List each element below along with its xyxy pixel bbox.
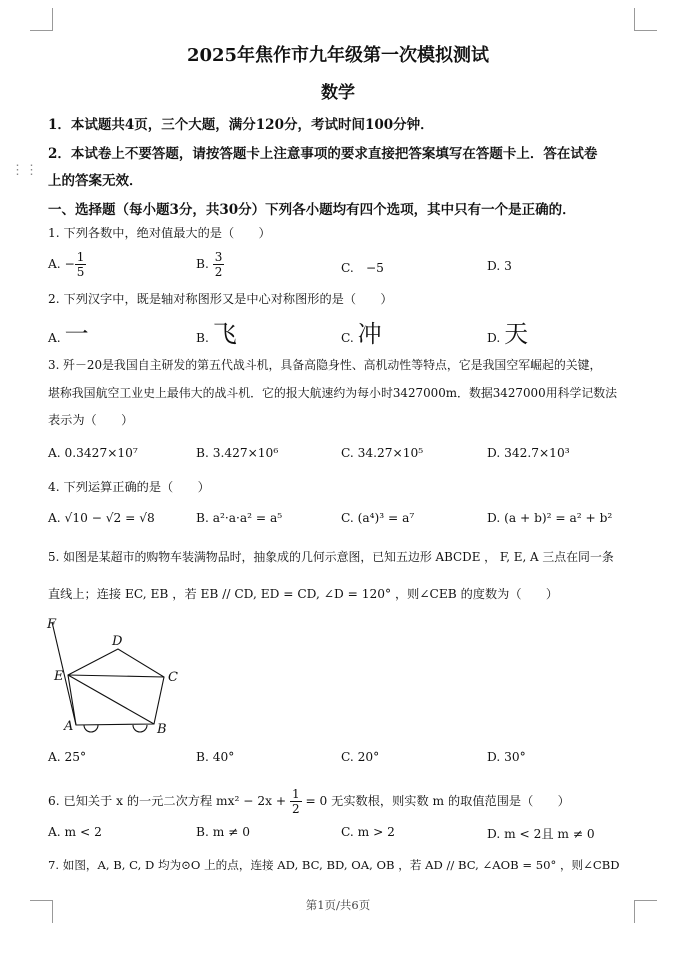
question-5-option-b[interactable]: B. 40° (196, 750, 235, 764)
question-4-option-c[interactable]: C. (a⁴)³ = a⁷ (341, 511, 415, 525)
question-4-option-a[interactable]: A. √10 − √2 = √8 (48, 511, 155, 525)
segment-eb (68, 675, 154, 724)
right-wheel (133, 725, 147, 732)
question-3-option-a[interactable]: A. 0.3427×10⁷ (48, 446, 138, 460)
question-3-option-c[interactable]: C. 34.27×10⁵ (341, 446, 424, 460)
question-1-option-b[interactable]: B. $\frac{3}{2}$ (196, 250, 223, 279)
page-title: 2025年焦作市九年级第一次模拟测试 (186, 45, 490, 66)
page-footer: 第1页/共6页 (305, 898, 371, 912)
question-4-option-d[interactable]: D. (a + b)² = a² + b² (487, 511, 613, 525)
subject-heading: 数学 (321, 83, 355, 103)
fraction: $\frac{1}{5}$ (76, 250, 85, 279)
question-2-stem: 2. 下列汉字中，既是轴对称图形又是中心对称图形的是（ ） (48, 292, 393, 306)
left-wheel (84, 725, 98, 732)
question-3-option-d[interactable]: D. 342.7×10³ (487, 446, 570, 460)
question-2-option-c[interactable]: C. 冲 (341, 320, 382, 348)
question-1-option-c[interactable]: C. −5 (341, 261, 384, 275)
cart-geometry-figure (44, 612, 194, 742)
question-6-option-c[interactable]: C. m > 2 (341, 825, 395, 839)
question-1-option-a[interactable]: A. − $\frac{1}{5}$ (48, 250, 85, 279)
label-d: D (112, 634, 123, 649)
question-5-line-2: 直线上；连接 EC, EB ，若 EB // CD, ED = CD, ∠D = 120° ，则∠CEB 的度数为（ ） (48, 587, 559, 601)
question-1-option-d[interactable]: D. 3 (487, 259, 512, 273)
question-5-option-a[interactable]: A. 25° (48, 750, 87, 764)
question-3-line-3: 表示为（ ） (48, 413, 134, 427)
question-3-option-b[interactable]: B. 3.427×10⁶ (196, 446, 279, 460)
label-c: C (168, 670, 178, 685)
section-heading: 一、选择题（每小题3分，共30分）下列各小题均有四个选项，其中只有一个是正确的． (48, 202, 576, 218)
question-4-option-b[interactable]: B. a²·a·a² = a⁵ (196, 511, 283, 525)
corner-mark-top-left (30, 8, 53, 31)
label-f: F (47, 617, 57, 632)
label-a: A (64, 719, 74, 734)
question-6-option-d[interactable]: D. m < 2且 m ≠ 0 (487, 827, 595, 841)
question-6-stem: 6. 已知关于 x 的一元二次方程 mx² − 2x + $\frac{1}{2}$ = 0 无实数根，则实数 m 的取值范围是（ ） (48, 787, 570, 816)
fraction: $\frac{3}{2}$ (214, 250, 223, 279)
question-1-stem: 1. 下列各数中，绝对值最大的是（ ） (48, 226, 271, 240)
question-2-option-a[interactable]: A. 一 (48, 320, 89, 348)
label-e: E (54, 669, 64, 684)
question-3-line-1: 3. 歼－20是我国自主研发的第五代战斗机，具备高隐身性、高机动性等特点，它是我国空军崛起的关键， (48, 358, 602, 372)
question-6-option-a[interactable]: A. m < 2 (48, 825, 102, 839)
drag-handle-icon[interactable]: ⋮⋮ (11, 163, 39, 178)
question-6-option-b[interactable]: B. m ≠ 0 (196, 825, 250, 839)
label-b: B (157, 722, 167, 737)
question-7-line-1: 7. 如图，A, B, C, D 均为⊙O 上的点，连接 AD, BC, BD, OA, OB ，若 AD // BC, ∠AOB = 50° ，则∠CBD (48, 858, 620, 872)
question-5-option-d[interactable]: D. 30° (487, 750, 526, 764)
question-2-option-d[interactable]: D. 天 (487, 320, 529, 348)
question-5-option-c[interactable]: C. 20° (341, 750, 380, 764)
note-1: 1．本试题共4页，三个大题，满分120分，考试时间100分钟． (48, 117, 434, 133)
pentagon-abcde (68, 649, 164, 725)
question-2-option-b[interactable]: B. 飞 (196, 320, 237, 348)
question-3-line-2: 堪称我国航空工业史上最伟大的战斗机．它的报大航速约为每小时3427000m．数据3427000用科学记数法 (48, 386, 618, 400)
note-2-line-1: 2．本试卷上不要答题，请按答题卡上注意事项的要求直接把答案填写在答题卡上．答在试卷 (48, 146, 598, 162)
fraction: $\frac{1}{2}$ (291, 787, 300, 816)
segment-ec (68, 675, 164, 677)
question-5-line-1: 5. 如图是某超市的购物车装满物品时，抽象成的几何示意图，已知五边形 ABCDE ， F, E, A 三点在同一条 (48, 550, 614, 564)
note-2-line-2: 上的答案无效． (48, 173, 143, 189)
question-4-stem: 4. 下列运算正确的是（ ） (48, 480, 210, 494)
corner-mark-top-right (634, 8, 657, 31)
